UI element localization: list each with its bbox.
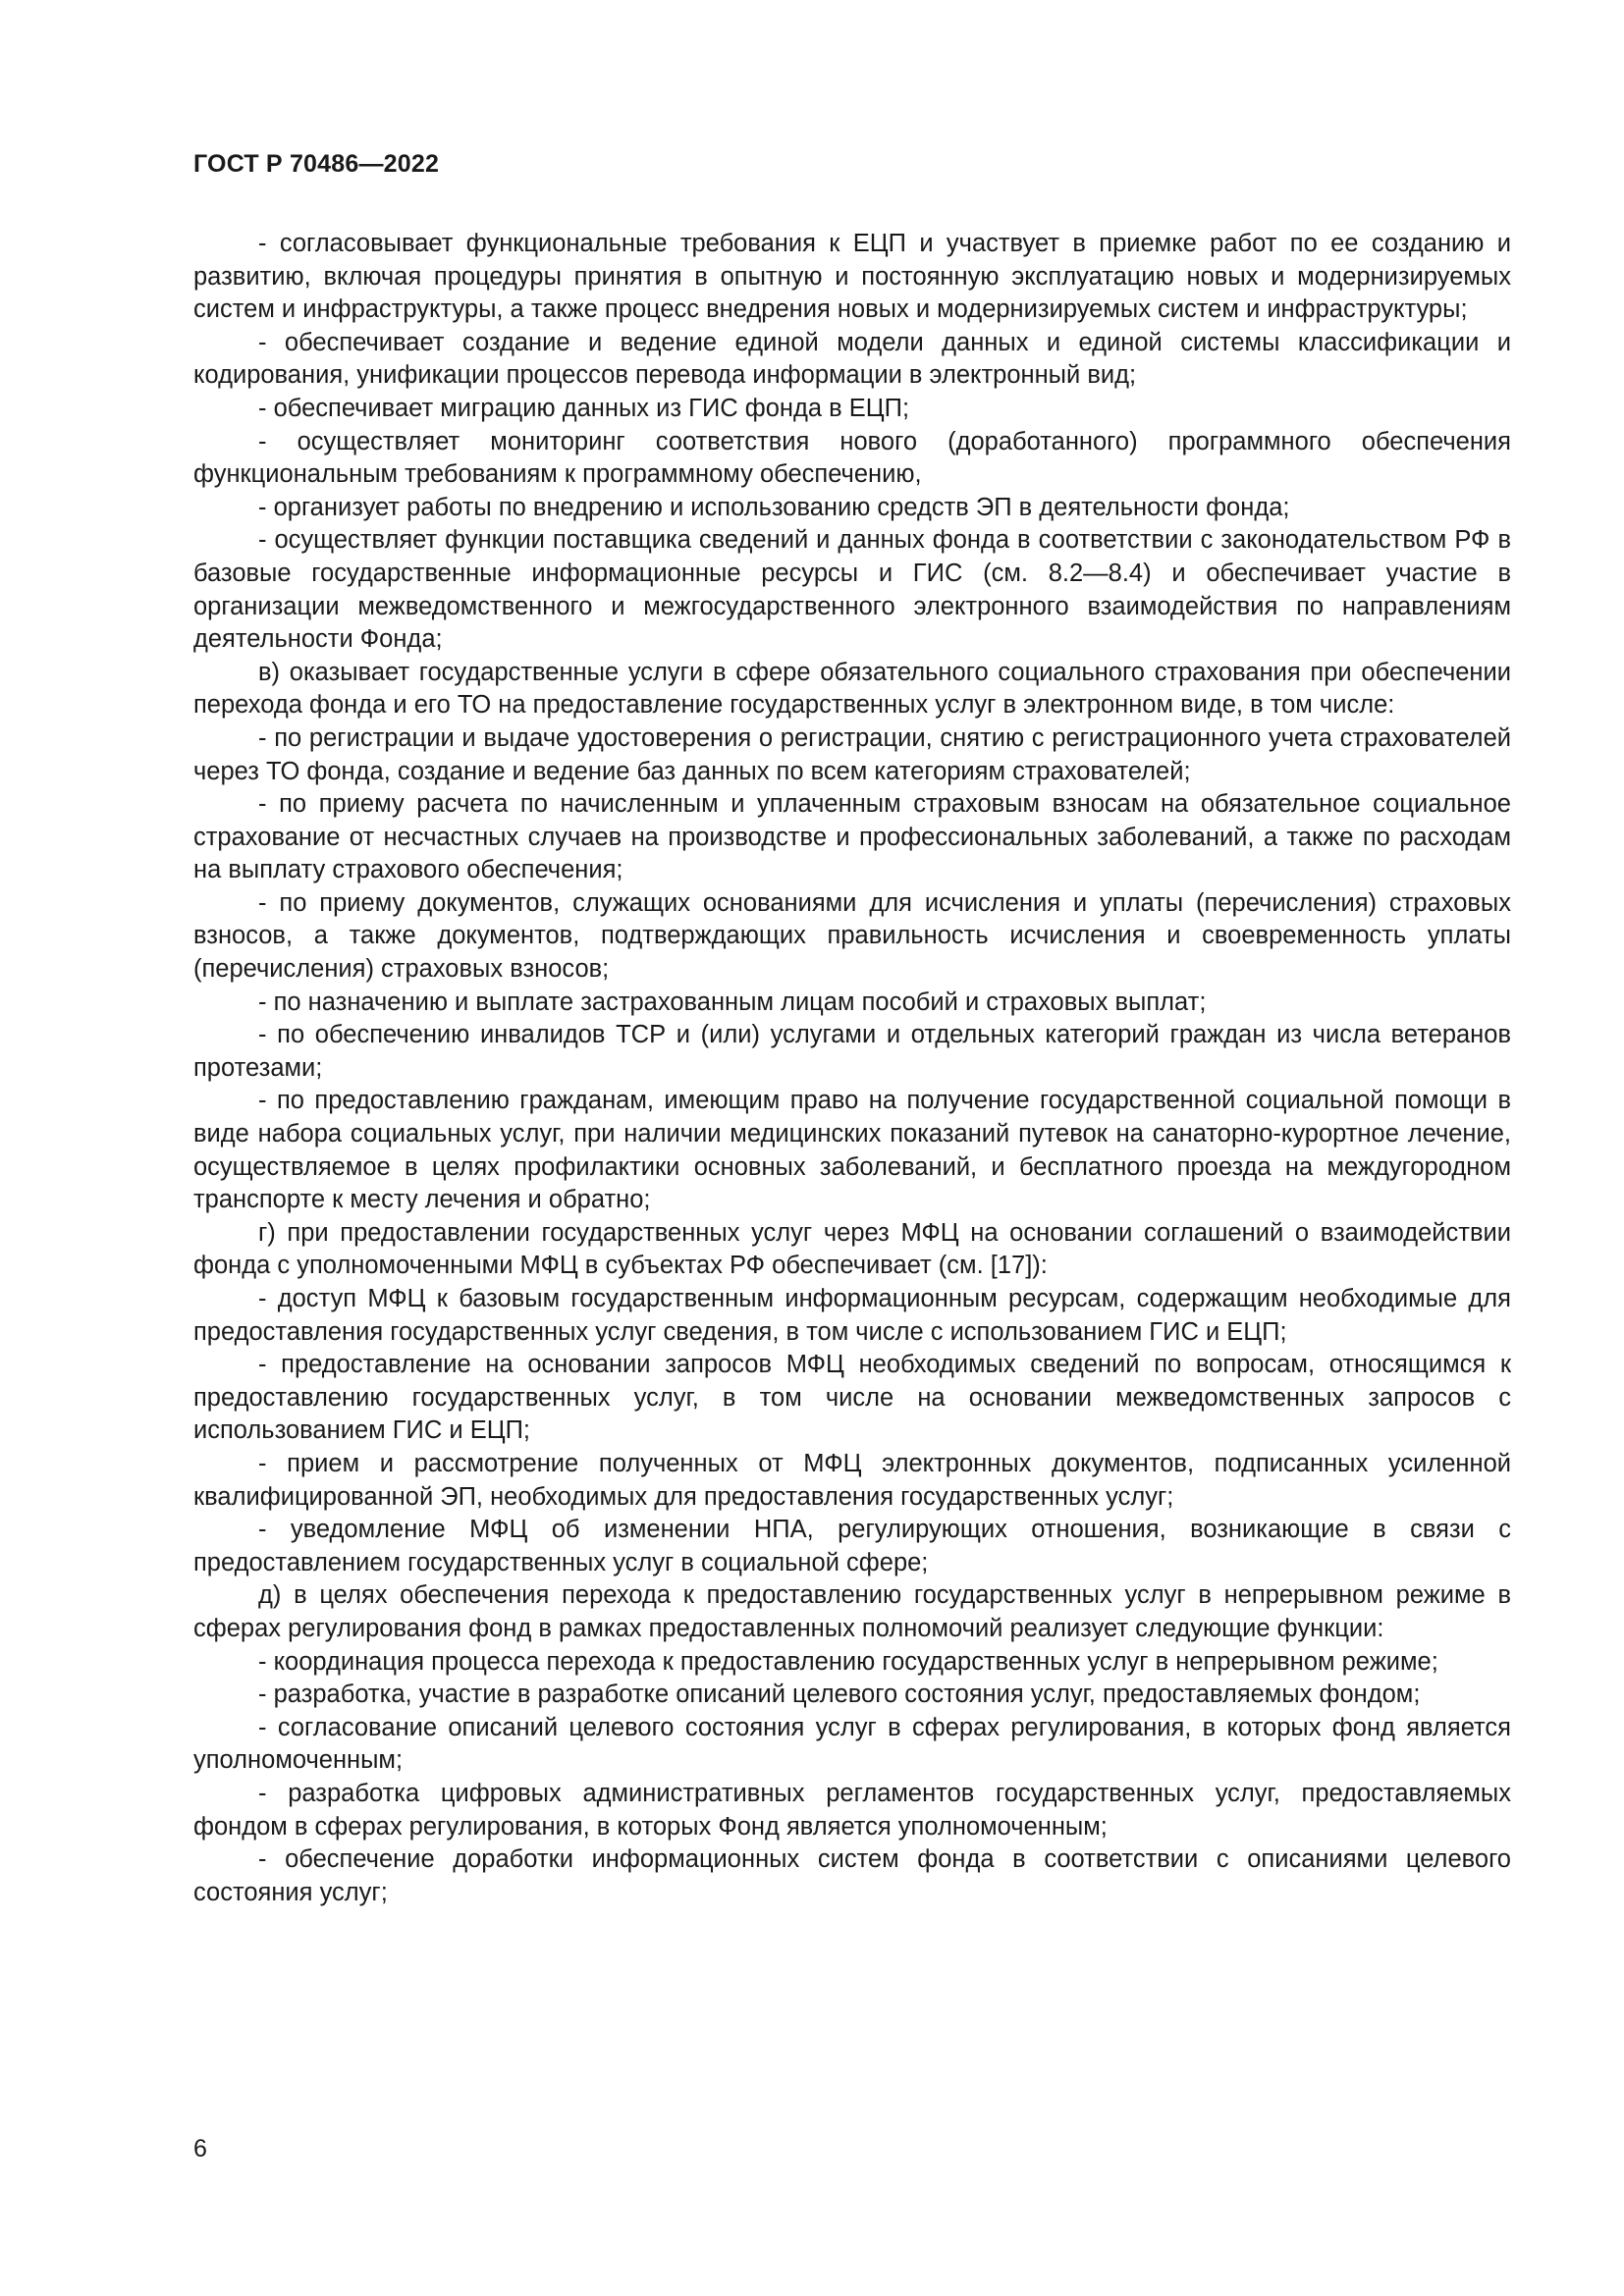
paragraph: д) в целях обеспечения перехода к предоставлению государственных услуг в непрерывном режиме в сферах регулирования фонд в рамках предоставленных полномочий реализует следующие функции: <box>193 1581 1511 1642</box>
paragraph: - организует работы по внедрению и использованию средств ЭП в деятельности фонда; <box>258 493 1290 521</box>
paragraph: - по предоставлению гражданам, имеющим право на получение государственной социальной помощи в виде набора социальных услуг, при наличии медицинских показаний путевок на санаторно-курортное лечение, осуществляемое в целях профилактики основных заболеваний, и бесплатного проезда на междугородном транспорте к месту лечения и обратно; <box>193 1087 1511 1214</box>
paragraph: г) при предоставлении государственных услуг через МФЦ на основании соглашений о взаимодействии фонда с уполномоченными МФЦ в субъектах РФ обеспечивает (см. [17]): <box>193 1218 1511 1280</box>
paragraph: - по регистрации и выдаче удостоверения о регистрации, снятию с регистрационного учета страхователей через ТО фонда, создание и ведение баз данных по всем категориям страхователей; <box>193 723 1511 785</box>
paragraph: - уведомление МФЦ об изменении НПА, регулирующих отношения, возникающие в связи с предоставлением государственных услуг в социальной сфере; <box>193 1516 1511 1576</box>
paragraph: - прием и рассмотрение полученных от МФЦ электронных документов, подписанных усиленной квалифицированной ЭП, необходимых для предоставления государственных услуг; <box>193 1449 1511 1511</box>
paragraph: - обеспечение доработки информационных систем фонда в соответствии с описаниями целевого состояния услуг; <box>193 1845 1511 1906</box>
document-body <box>193 228 1511 1909</box>
paragraph: - доступ МФЦ к базовым государственным информационным ресурсам, содержащим необходимые для предоставления государственных услуг сведения, в том числе с использованием ГИС и ЕЦП; <box>193 1285 1511 1346</box>
paragraph: - согласовывает функциональные требования к ЕЦП и участвует в приемке работ по ее созданию и развитию, включая процедуры принятия в опытную и постоянную эксплуатацию новых и модернизируемых систем и инфраструктуры, а также процесс внедрения новых и модернизируемых систем и инфраструктуры; <box>193 230 1511 324</box>
paragraph: - разработка, участие в разработке описаний целевого состояния услуг, предоставляемых фондом; <box>258 1681 1421 1709</box>
paragraph: - по обеспечению инвалидов ТСР и (или) услугами и отдельных категорий граждан из числа ветеранов протезами; <box>193 1021 1511 1082</box>
paragraph: - предоставление на основании запросов МФЦ необходимых сведений по вопросам, относящимся к предоставлению государственных услуг, в том числе на основании межведомственных запросов с использованием ГИС и ЕЦП; <box>193 1351 1511 1445</box>
paragraph: - обеспечивает создание и ведение единой модели данных и единой системы классификации и кодирования, унификации процессов перевода информации в электронный вид; <box>193 328 1511 390</box>
paragraph: в) оказывает государственные услуги в сфере обязательного социального страхования при обеспечении перехода фонда и его ТО на предоставление государственных услуг в электронном виде, в том числе: <box>193 658 1511 720</box>
paragraph: - обеспечивает миграцию данных из ГИС фонда в ЕЦП; <box>258 394 910 422</box>
paragraph: - по приему документов, служащих основаниями для исчисления и уплаты (перечисления) страховых взносов, а также документов, подтверждающих правильность исчисления и своевременность уплаты (перечисления) страховых взносов; <box>193 888 1511 984</box>
document-header: ГОСТ Р 70486—2022 <box>193 150 440 178</box>
paragraph: - согласование описаний целевого состояния услуг в сферах регулирования, в которых фонд является уполномоченным; <box>193 1713 1511 1775</box>
paragraph: - по приему расчета по начисленным и уплаченным страховым взносам на обязательное социальное страхование от несчастных случаев на производстве и профессиональных заболеваний, а также по расходам на выплату страхового обеспечения; <box>193 790 1511 884</box>
paragraph: - разработка цифровых административных регламентов государственных услуг, предоставляемых фондом в сферах регулирования, в которых Фонд является уполномоченным; <box>193 1779 1511 1841</box>
paragraph: - осуществляет функции поставщика сведений и данных фонда в соответствии с законодательством РФ в базовые государственные информационные ресурсы и ГИС (см. 8.2—8.4) и обеспечивает участие в организации межведомственного и межгосударственного электронного взаимодействия по направлениям деятельности Фонда; <box>193 526 1511 654</box>
page-number: 6 <box>193 2135 207 2163</box>
paragraph: - осуществляет мониторинг соответствия нового (доработанного) программного обеспечения функциональным требованиям к программному обеспечению, <box>193 427 1511 489</box>
paragraph: - по назначению и выплате застрахованным лицам пособий и страховых выплат; <box>258 988 1207 1016</box>
paragraph: - координация процесса перехода к предоставлению государственных услуг в непрерывном режиме; <box>258 1647 1438 1676</box>
